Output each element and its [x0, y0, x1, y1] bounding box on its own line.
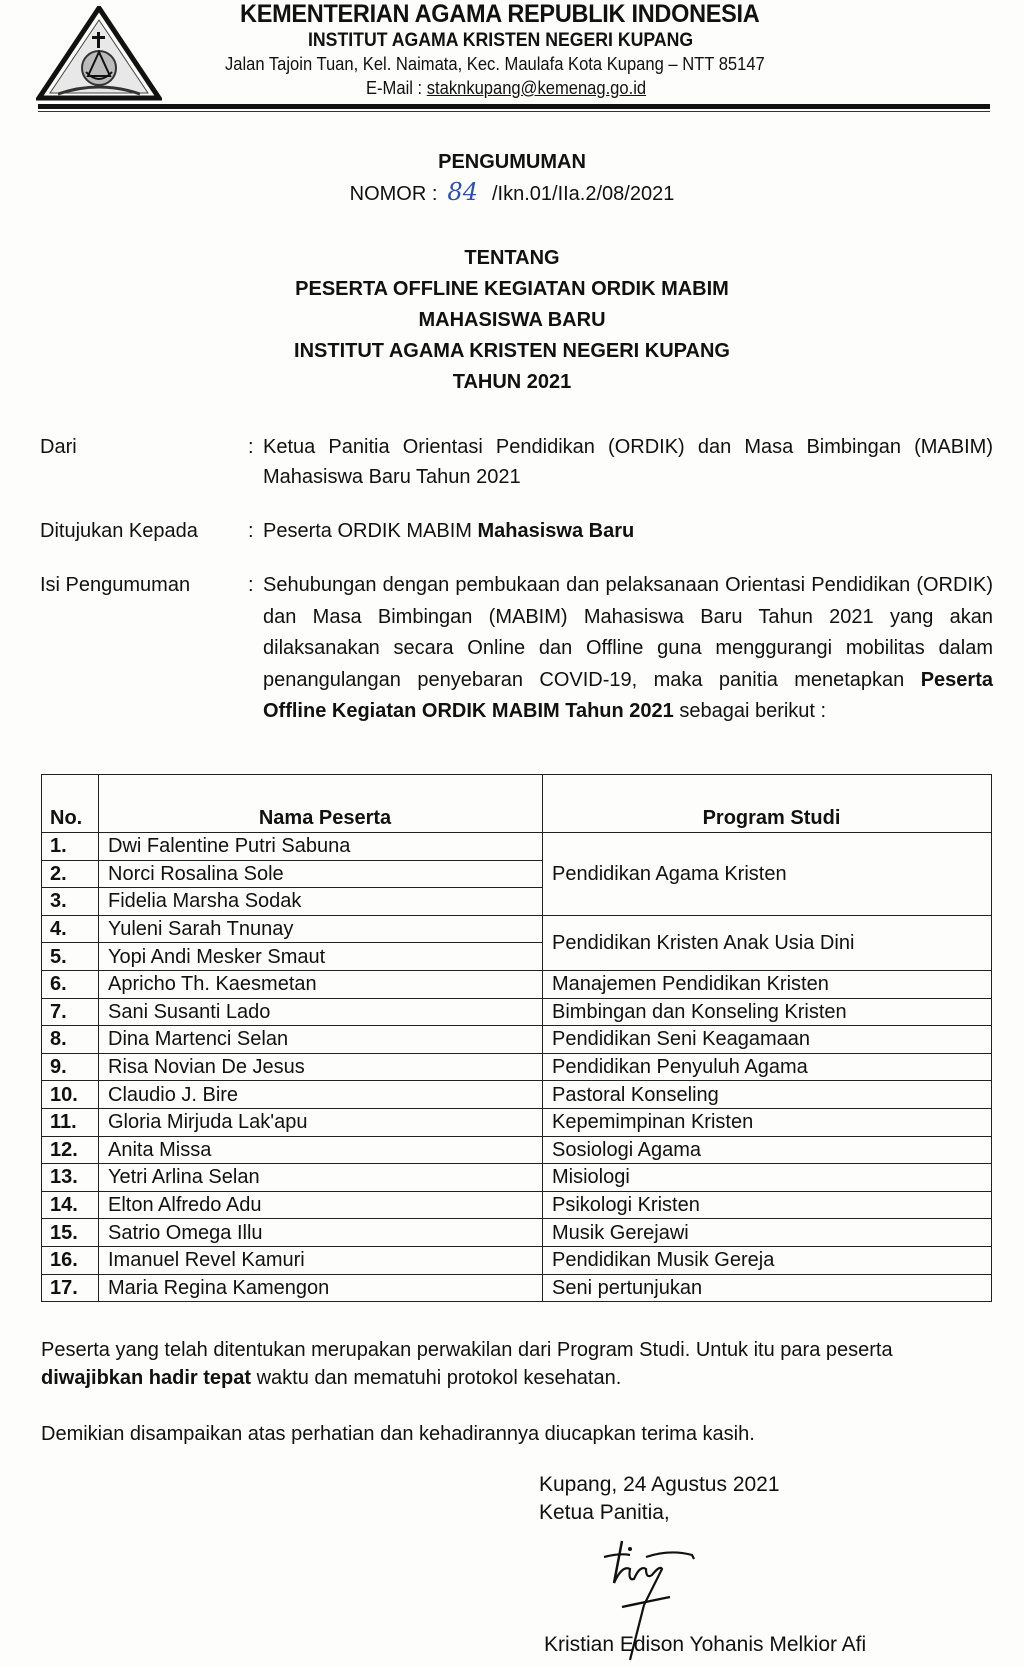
row-number: 9. [42, 1053, 99, 1081]
participant-name: Satrio Omega Illu [99, 1219, 543, 1247]
participant-name: Yopi Andi Mesker Smaut [99, 943, 543, 971]
participant-name: Apricho Th. Kaesmetan [99, 970, 543, 998]
table-row [42, 1081, 992, 1109]
header-no: No. [42, 775, 99, 833]
signatory-role: Ketua Panitia, [539, 1501, 670, 1524]
row-number: 10. [42, 1081, 99, 1109]
header-program: Program Studi [543, 775, 992, 833]
closing-paragraph-2: Demikian disampaikan atas perhatian dan kehadirannya diucapkan terima kasih. [41, 1423, 755, 1445]
row-number: 4. [42, 915, 99, 943]
table-row [42, 1274, 992, 1302]
program-study: Manajemen Pendidikan Kristen [543, 970, 992, 998]
program-study: Pendidikan Seni Keagamaan [543, 1026, 992, 1054]
ditujukan-value [263, 516, 993, 546]
ditujukan-plain: Peserta ORDIK MABIM [263, 520, 478, 542]
nomor-suffix: /Ikn.01/IIa.2/08/2021 [491, 183, 675, 205]
participant-name: Claudio J. Bire [99, 1081, 543, 1109]
table-row [42, 1026, 992, 1054]
table-row [42, 1246, 992, 1274]
program-study: Sosiologi Agama [543, 1136, 992, 1164]
isi-colon: : [248, 574, 254, 596]
letterhead-email-line [366, 78, 646, 99]
row-number: 6. [42, 970, 99, 998]
table-row [42, 1108, 992, 1136]
subject-line-2: MAHASISWA BARU [418, 309, 606, 331]
participant-name: Anita Missa [99, 1136, 543, 1164]
participant-name: Imanuel Revel Kamuri [99, 1246, 543, 1274]
isi-text-2: sebagai berikut : [673, 700, 827, 722]
row-number: 13. [42, 1164, 99, 1192]
document-title: PENGUMUMAN [438, 151, 586, 173]
participant-name: Sani Susanti Lado [99, 998, 543, 1026]
participant-name: Dina Martenci Selan [99, 1026, 543, 1054]
program-study: Musik Gerejawi [543, 1219, 992, 1247]
letterhead-divider [38, 104, 990, 109]
program-study: Bimbingan dan Konseling Kristen [543, 998, 992, 1026]
program-study: Psikologi Kristen [543, 1191, 992, 1219]
row-number: 16. [42, 1246, 99, 1274]
table-header-row [42, 775, 992, 833]
table-row [42, 915, 992, 943]
closing-p1-a: Peserta yang telah ditentukan merupakan perwakilan dari Program Studi. Untuk itu para peserta [41, 1339, 893, 1361]
row-number: 17. [42, 1274, 99, 1302]
table-row [42, 998, 992, 1026]
isi-text-bold: Peserta Offline Kegiatan ORDIK MABIM Tahun 2021 [263, 668, 993, 722]
row-number: 1. [42, 833, 99, 861]
subject-line-1: PESERTA OFFLINE KEGIATAN ORDIK MABIM [295, 278, 729, 300]
row-number: 8. [42, 1026, 99, 1054]
table-row [42, 1136, 992, 1164]
letterhead-ministry: KEMENTERIAN AGAMA REPUBLIK INDONESIA [240, 0, 760, 28]
subject-line-3: INSTITUT AGAMA KRISTEN NEGERI KUPANG [294, 340, 730, 362]
dari-colon: : [248, 436, 254, 458]
ditujukan-colon: : [248, 520, 254, 542]
table-row [42, 1191, 992, 1219]
nomor-label: NOMOR : [349, 183, 438, 205]
table-row [42, 833, 992, 861]
program-study: Seni pertunjukan [543, 1274, 992, 1302]
participant-name: Yuleni Sarah Tnunay [99, 915, 543, 943]
nomor-handwritten: 84 [447, 178, 478, 206]
participant-name: Risa Novian De Jesus [99, 1053, 543, 1081]
dari-label: Dari [40, 436, 77, 458]
letterhead-divider-thin [38, 111, 990, 112]
letterhead-address: Jalan Tajoin Tuan, Kel. Naimata, Kec. Maulafa Kota Kupang – NTT 85147 [225, 54, 765, 74]
row-number: 14. [42, 1191, 99, 1219]
row-number: 11. [42, 1108, 99, 1136]
document-number [0, 178, 1024, 206]
email-link[interactable]: staknkupang@kemenag.go.id [426, 78, 647, 98]
isi-value [263, 570, 993, 728]
program-study: Misiologi [543, 1164, 992, 1192]
ditujukan-label: Ditujukan Kepada [40, 520, 198, 542]
header-name: Nama Peserta [99, 775, 543, 833]
program-study: Pendidikan Agama Kristen [543, 833, 992, 916]
signatory-name: Kristian Edison Yohanis Melkior Afi [544, 1633, 867, 1656]
participant-name: Norci Rosalina Sole [99, 860, 543, 888]
table-row [42, 1219, 992, 1247]
table-row [42, 1053, 992, 1081]
row-number: 7. [42, 998, 99, 1026]
participant-name: Maria Regina Kamengon [99, 1274, 543, 1302]
row-number: 12. [42, 1136, 99, 1164]
table-row [42, 970, 992, 998]
participant-name: Dwi Falentine Putri Sabuna [99, 833, 543, 861]
participant-name: Fidelia Marsha Sodak [99, 888, 543, 916]
participants-table [41, 774, 992, 1302]
participant-name: Yetri Arlina Selan [99, 1164, 543, 1192]
row-number: 15. [42, 1219, 99, 1247]
participant-name: Gloria Mirjuda Lak'apu [99, 1108, 543, 1136]
row-number: 2. [42, 860, 99, 888]
institution-logo-icon [36, 6, 162, 104]
isi-label: Isi Pengumuman [40, 574, 191, 596]
email-label: E-Mail : [366, 78, 427, 98]
program-study: Pendidikan Penyuluh Agama [543, 1053, 992, 1081]
table-row [42, 1164, 992, 1192]
dari-value: Ketua Panitia Orientasi Pendidikan (ORDIK) dan Masa Bimbingan (MABIM) Mahasiswa Baru Tahun 2021 [263, 436, 993, 488]
isi-text-1: Sehubungan dengan pembukaan dan pelaksanaan Orientasi Pendidikan (ORDIK) dan Masa Bimbingan (MABIM) Mahasiswa Baru Tahun 2021 yang akan dilaksanakan secara Online dan Offline guna menggurangi mobilitas dalam penangulangan penyebaran COVID-19, maka panitia menetapkan [263, 574, 993, 691]
ditujukan-bold: Mahasiswa Baru [477, 520, 635, 542]
program-study: Pendidikan Kristen Anak Usia Dini [543, 915, 992, 970]
about-heading: TENTANG [464, 247, 560, 269]
program-study: Pendidikan Musik Gereja [543, 1246, 992, 1274]
program-study: Kepemimpinan Kristen [543, 1108, 992, 1136]
program-study: Pastoral Konseling [543, 1081, 992, 1109]
letterhead-institution: INSTITUT AGAMA KRISTEN NEGERI KUPANG [308, 30, 694, 51]
place-date: Kupang, 24 Agustus 2021 [539, 1473, 780, 1496]
subject-line-4: TAHUN 2021 [452, 371, 572, 393]
closing-p1-b: waktu dan mematuhi protokol kesehatan. [251, 1367, 622, 1389]
participant-name: Elton Alfredo Adu [99, 1191, 543, 1219]
row-number: 5. [42, 943, 99, 971]
closing-paragraph-1 [41, 1336, 993, 1392]
closing-p1-bold: diwajibkan hadir tepat [41, 1367, 252, 1389]
row-number: 3. [42, 888, 99, 916]
